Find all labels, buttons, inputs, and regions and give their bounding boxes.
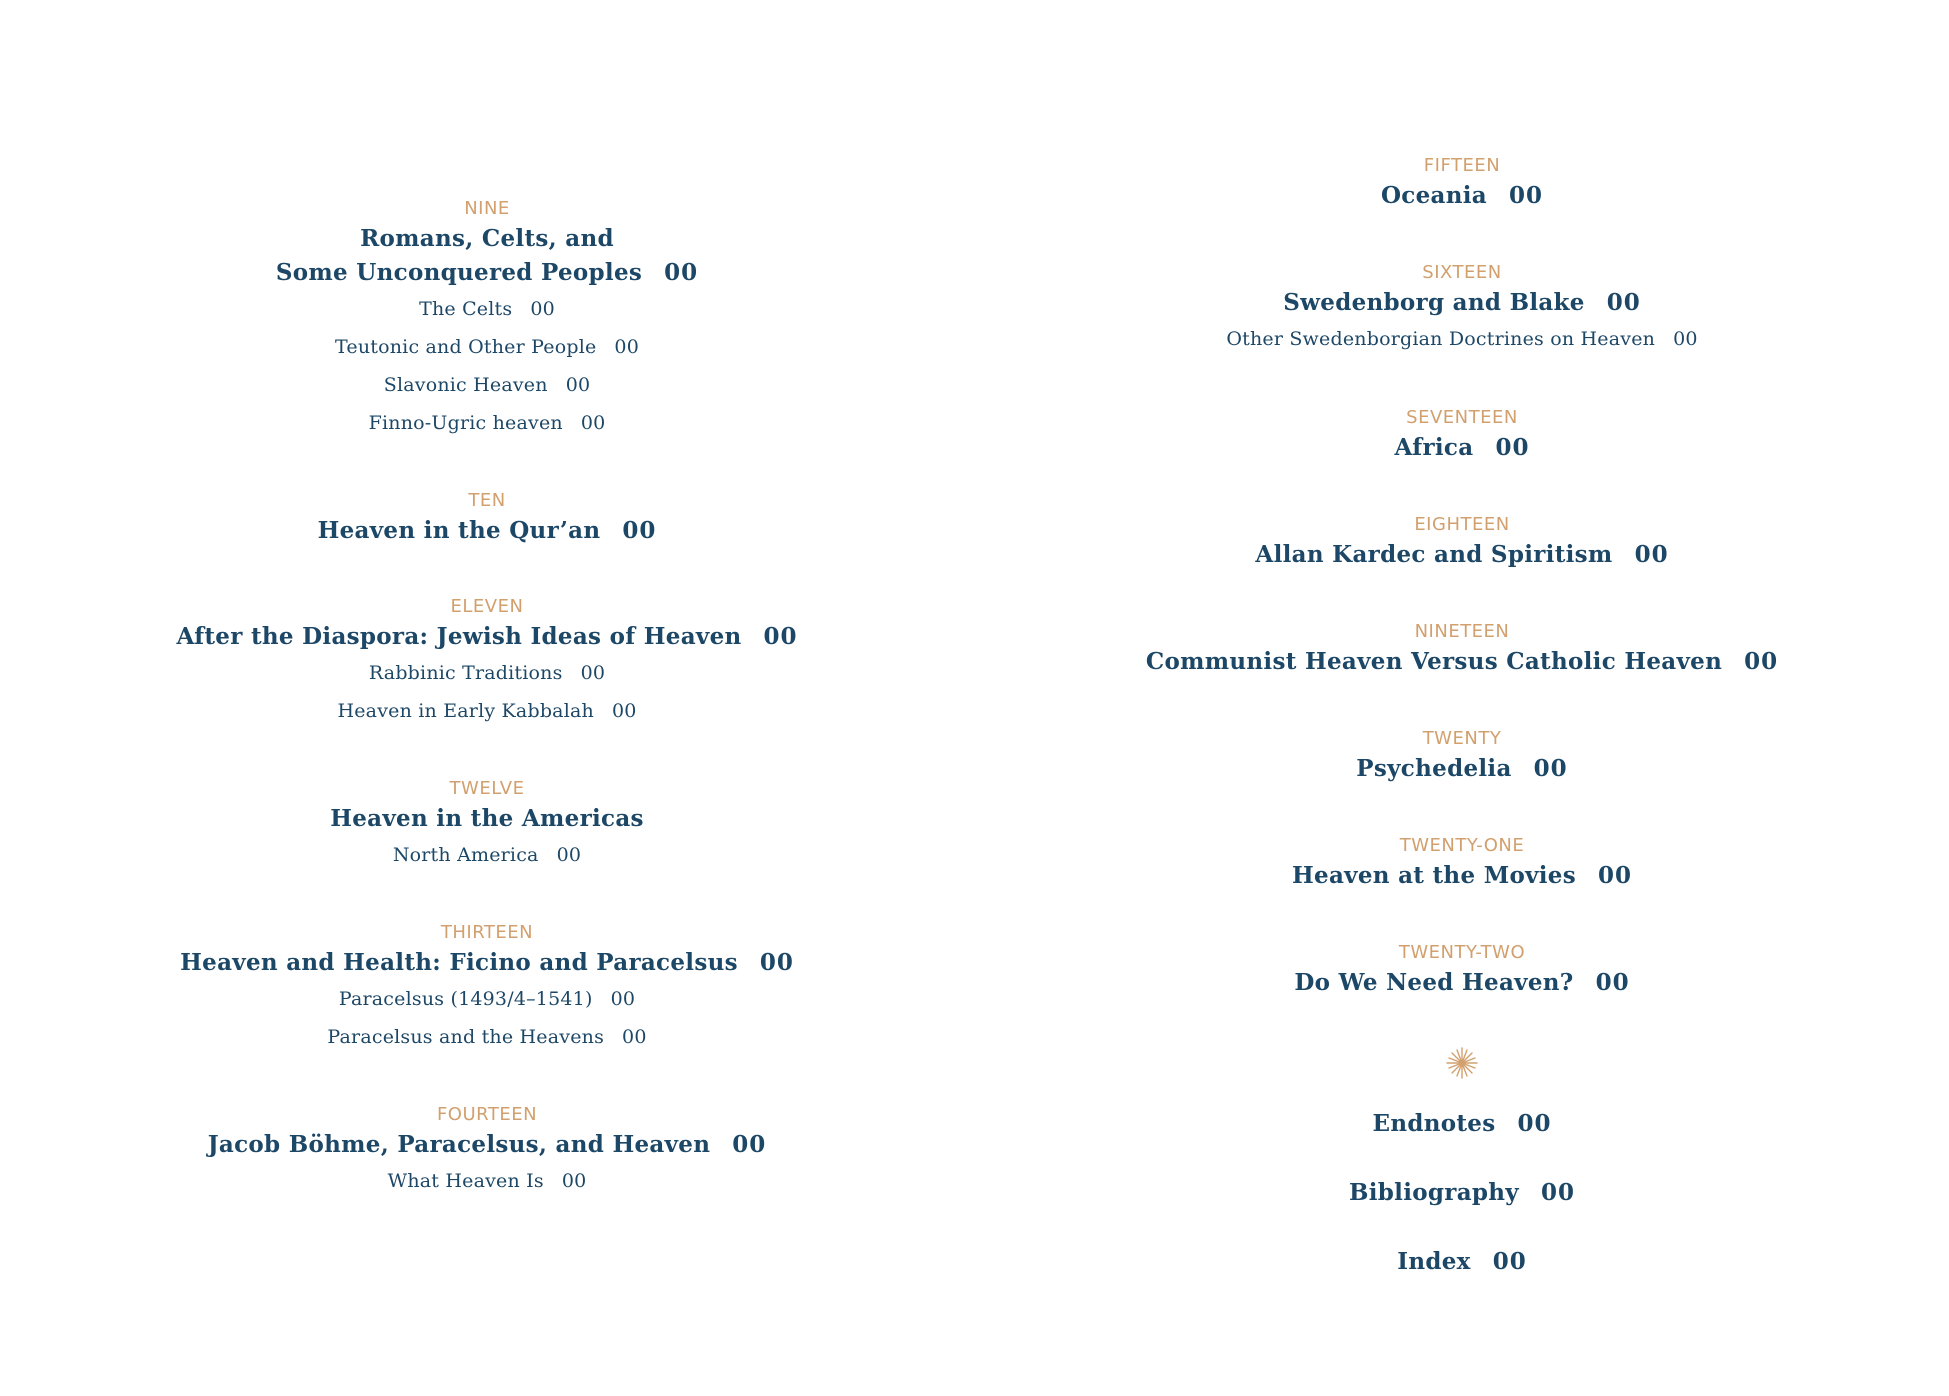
chapter-number: THIRTEEN <box>440 922 534 943</box>
left-contents-list <box>0 196 974 1246</box>
chapter-title[interactable] <box>0 514 974 548</box>
chapter-title[interactable] <box>975 645 1949 679</box>
subsection-title: Paracelsus and the Heavens <box>327 1026 605 1048</box>
chapter-number: NINETEEN <box>1414 621 1510 642</box>
chapter-fifteen <box>975 153 1949 213</box>
subsection-entry[interactable] <box>0 654 974 692</box>
subsection-entry[interactable] <box>0 980 974 1018</box>
chapter-title-text: Heaven and Health: Ficino and Paracelsus <box>180 949 738 976</box>
chapter-number: TEN <box>468 490 506 511</box>
chapter-number: TWELVE <box>449 778 525 799</box>
chapter-number: ELEVEN <box>450 596 524 617</box>
chapter-title-text: Oceania <box>1380 182 1488 209</box>
chapter-page-number: 00 <box>759 949 794 976</box>
subsection-page-number: 00 <box>565 374 591 396</box>
chapter-page-number: 00 <box>1606 289 1641 316</box>
chapter-page-number: 00 <box>732 1131 767 1158</box>
subsection-page-number: 00 <box>561 1170 587 1192</box>
chapter-number: SEVENTEEN <box>1406 407 1518 428</box>
subsection-entry[interactable] <box>0 1018 974 1056</box>
chapter-seventeen <box>975 405 1949 465</box>
subsection-entry[interactable] <box>0 836 974 874</box>
chapter-number: FOURTEEN <box>436 1104 538 1125</box>
chapter-page-number: 00 <box>1744 648 1779 675</box>
left-page <box>0 0 974 1396</box>
back-matter-title: Bibliography <box>1349 1179 1519 1206</box>
subsection-page-number: 00 <box>1673 328 1698 350</box>
chapter-page-number: 00 <box>763 623 798 650</box>
subsection-title: Finno-Ugric heaven <box>368 412 563 434</box>
chapter-sixteen <box>975 260 1949 358</box>
chapter-title-line: Romans, Celts, and <box>360 225 614 252</box>
subsection-title: What Heaven Is <box>387 1170 544 1192</box>
subsection-page-number: 00 <box>610 988 636 1010</box>
chapter-eighteen <box>975 512 1949 572</box>
subsection-entry[interactable] <box>0 692 974 730</box>
subsection-entry[interactable] <box>0 328 974 366</box>
chapter-page-number: 00 <box>1495 434 1530 461</box>
subsection-entry[interactable] <box>0 1162 974 1200</box>
back-matter-index[interactable] <box>975 1245 1949 1279</box>
chapter-number: TWENTY <box>1422 728 1502 749</box>
chapter-title-text: Some Unconquered Peoples <box>275 259 643 286</box>
chapter-title[interactable] <box>975 286 1949 320</box>
chapter-title[interactable] <box>975 966 1949 1000</box>
chapter-title[interactable] <box>975 431 1949 465</box>
chapter-twenty-two <box>975 940 1949 1000</box>
chapter-ten <box>0 488 974 548</box>
star-ornament-icon <box>975 1039 1949 1087</box>
chapter-number: EIGHTEEN <box>1414 514 1510 535</box>
chapter-title-text: Jacob Böhme, Paracelsus, and Heaven <box>207 1131 711 1158</box>
subsection-page-number: 00 <box>580 412 606 434</box>
chapter-title-text: Do We Need Heaven? <box>1294 969 1574 996</box>
chapter-title-text: Allan Kardec and Spiritism <box>1255 541 1613 568</box>
chapter-page-number: 00 <box>1634 541 1669 568</box>
chapter-number: TWENTY-TWO <box>1398 942 1526 963</box>
chapter-title[interactable] <box>975 538 1949 572</box>
right-contents-list <box>975 153 1949 1314</box>
chapter-page-number: 00 <box>1509 182 1544 209</box>
subsection-page-number: 00 <box>614 336 639 358</box>
chapter-page-number: 00 <box>622 517 657 544</box>
chapter-title[interactable] <box>0 1128 974 1162</box>
chapter-title-text: Heaven in the Americas <box>330 805 644 832</box>
back-matter-bibliography[interactable] <box>975 1176 1949 1210</box>
chapter-title[interactable] <box>975 179 1949 213</box>
chapter-title-text: Heaven in the Qur’an <box>317 517 601 544</box>
back-matter-page-number: 00 <box>1492 1248 1527 1275</box>
chapter-twenty <box>975 726 1949 786</box>
chapter-page-number: 00 <box>664 259 699 286</box>
chapter-page-number: 00 <box>1533 755 1568 782</box>
chapter-page-number: 00 <box>1595 969 1630 996</box>
chapter-nine <box>0 196 974 442</box>
subsection-entry[interactable] <box>0 404 974 442</box>
subsection-page-number: 00 <box>530 298 555 320</box>
subsection-title: Rabbinic Traditions <box>368 662 563 684</box>
subsection-page-number: 00 <box>611 700 637 722</box>
subsection-title: Teutonic and Other People <box>334 336 597 358</box>
chapter-title[interactable] <box>0 946 974 980</box>
subsection-page-number: 00 <box>556 844 582 866</box>
star-ornament-icon-svg <box>1445 1046 1479 1080</box>
chapter-title-text: Africa <box>1394 434 1474 461</box>
chapter-title[interactable] <box>975 859 1949 893</box>
subsection-page-number: 00 <box>580 662 606 684</box>
subsection-title: North America <box>392 844 539 866</box>
chapter-title-text: After the Diaspora: Jewish Ideas of Heaven <box>176 623 742 650</box>
subsection-title: The Celts <box>419 298 513 320</box>
chapter-title[interactable] <box>0 620 974 654</box>
chapter-twelve <box>0 776 974 874</box>
subsection-entry[interactable] <box>0 290 974 328</box>
chapter-eleven <box>0 594 974 730</box>
subsection-page-number: 00 <box>622 1026 647 1048</box>
chapter-fourteen <box>0 1102 974 1200</box>
subsection-title: Slavonic Heaven <box>383 374 548 396</box>
subsection-title: Other Swedenborgian Doctrines on Heaven <box>1226 328 1656 350</box>
chapter-title[interactable] <box>0 802 974 836</box>
chapter-title[interactable] <box>975 752 1949 786</box>
back-matter-page-number: 00 <box>1517 1110 1552 1137</box>
chapter-title-text: Heaven at the Movies <box>1291 862 1576 889</box>
chapter-number: TWENTY-ONE <box>1399 835 1525 856</box>
chapter-title-text: Swedenborg and Blake <box>1283 289 1585 316</box>
chapter-number: SIXTEEN <box>1422 262 1502 283</box>
back-matter-title: Endnotes <box>1372 1110 1496 1137</box>
chapter-title-line-2 <box>0 256 974 290</box>
chapter-thirteen <box>0 920 974 1056</box>
chapter-twenty-one <box>975 833 1949 893</box>
chapter-number: NINE <box>464 198 510 219</box>
chapter-title-text: Psychedelia <box>1356 755 1512 782</box>
back-matter-page-number: 00 <box>1540 1179 1575 1206</box>
chapter-title[interactable] <box>0 222 974 290</box>
chapter-title-text: Communist Heaven Versus Catholic Heaven <box>1145 648 1723 675</box>
back-matter-endnotes[interactable] <box>975 1107 1949 1141</box>
back-matter-title: Index <box>1397 1248 1471 1275</box>
chapter-number: FIFTEEN <box>1423 155 1501 176</box>
subsection-title: Paracelsus (1493/4–1541) <box>338 988 593 1010</box>
subsection-entry[interactable] <box>975 320 1949 358</box>
chapter-nineteen <box>975 619 1949 679</box>
chapter-page-number: 00 <box>1597 862 1632 889</box>
right-page <box>975 0 1949 1396</box>
subsection-title: Heaven in Early Kabbalah <box>337 700 594 722</box>
subsection-entry[interactable] <box>0 366 974 404</box>
